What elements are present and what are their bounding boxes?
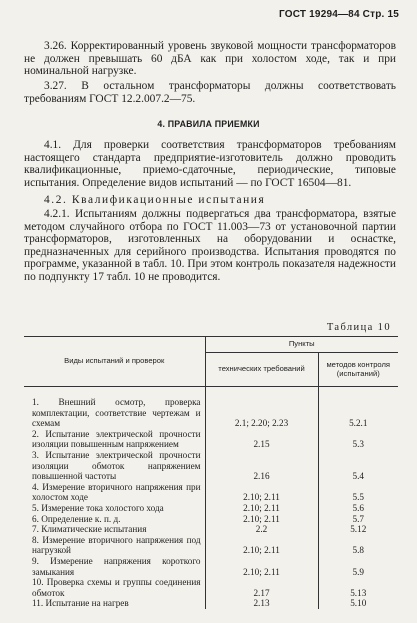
method-ref: 5.9 xyxy=(318,556,398,577)
method-ref: 5.10 xyxy=(318,598,398,609)
method-ref: 5.8 xyxy=(318,535,398,556)
test-name: 7. Климатические испытания xyxy=(32,524,147,535)
method-ref: 5.12 xyxy=(318,524,398,535)
paragraph-3-27: 3.27. В остальном трансформаторы должны соответствовать требованиям ГОСТ 12.2.007.2—75. xyxy=(24,80,396,105)
test-name: 5. Измерение тока холостого хода xyxy=(32,502,164,513)
test-name: 6. Определение к. п. д. xyxy=(32,513,121,524)
requirement-ref: 2.2 xyxy=(205,524,318,535)
page-header: ГОСТ 19294—84 Стр. 15 xyxy=(279,9,399,20)
requirement-ref: 2.10; 2.11 xyxy=(205,482,318,503)
method-ref: 5.5 xyxy=(318,482,398,503)
table-row xyxy=(24,503,398,514)
test-name: 11. Испытание на нагрев xyxy=(32,598,129,609)
table-row xyxy=(24,429,398,450)
header-points: Пункты xyxy=(205,337,398,353)
test-name: 2. Испытание электрической прочности изоляции повышенным напряжением xyxy=(32,428,201,450)
table-row xyxy=(24,577,398,598)
test-name: 1. Внешний осмотр, проверка комплектации, соответствие чертежам и схемам xyxy=(32,397,201,429)
section-title: 4. ПРАВИЛА ПРИЕМКИ xyxy=(157,119,260,129)
method-ref: 5.3 xyxy=(318,429,398,450)
paragraph-3-26: 3.26. Корректированный уровень звуковой мощности трансформаторов не должен превышать 60 дБА как при холостом ходе, так и при номинальной нагрузке. xyxy=(24,40,396,78)
requirement-ref: 2.10; 2.11 xyxy=(205,514,318,525)
table-row xyxy=(24,514,398,525)
requirement-ref: 2.15 xyxy=(205,429,318,450)
table-row xyxy=(24,524,398,535)
test-name: 3. Испытание электрической прочности изоляции обмоток напряжением повышенной частоты xyxy=(32,449,201,482)
header-control-methods: методов контроля (испытаний) xyxy=(318,353,398,387)
method-ref: 5.7 xyxy=(318,514,398,525)
requirement-ref: 2.10; 2.11 xyxy=(205,556,318,577)
requirement-ref: 2.17 xyxy=(205,577,318,598)
header-technical-requirements: технических требований xyxy=(205,353,318,387)
table-row xyxy=(24,397,398,429)
table-row xyxy=(24,556,398,577)
requirement-ref: 2.1; 2.20; 2.23 xyxy=(205,397,318,429)
paragraph-4-2-1: 4.2.1. Испытаниям должны подвергаться два трансформатора, взятые методом случайного отбора по ГОСТ 11.003—73 от установочной партии трансформаторов, изготовленных на оборудовании и оснастке, предназначенных для серийного производства. Испытания проводятся по программе, указанной в табл. 10. При этом контроль показателя надежности по подпункту 17 табл. 10 не проводится. xyxy=(24,208,396,283)
table-row xyxy=(24,482,398,503)
requirement-ref: 2.10; 2.11 xyxy=(205,535,318,556)
tests-table xyxy=(24,336,398,609)
method-ref: 5.2.1 xyxy=(318,397,398,429)
test-name: 4. Измерение вторичного напряжения при холостом ходе xyxy=(32,481,201,503)
paragraph-4-1: 4.1. Для проверки соответствия трансформаторов требованиям настоящего стандарта предприятие-изготовитель должно проводить квалификационные, приемо-сдаточные, периодические, типовые испытания. Определение видов испытаний — по ГОСТ 16504—81. xyxy=(24,139,396,189)
test-name: 8. Измерение вторичного напряжения под нагрузкой xyxy=(32,534,201,556)
requirement-ref: 2.13 xyxy=(205,598,318,609)
table-caption: Таблица 10 xyxy=(326,322,391,333)
paragraph-4-2: 4.2. Квалификационные испытания xyxy=(44,194,266,206)
table-row xyxy=(24,598,398,609)
method-ref: 5.4 xyxy=(318,450,398,482)
table-row xyxy=(24,535,398,556)
test-name: 10. Проверка схемы и группы соединения обмоток xyxy=(32,577,201,598)
requirement-ref: 2.10; 2.11 xyxy=(205,503,318,514)
requirement-ref: 2.16 xyxy=(205,450,318,482)
method-ref: 5.13 xyxy=(318,577,398,598)
table-row xyxy=(24,450,398,482)
test-name: 9. Измерение напряжения короткого замыкания xyxy=(32,555,201,577)
method-ref: 5.6 xyxy=(318,503,398,514)
header-test-types: Виды испытаний и проверок xyxy=(24,337,205,387)
